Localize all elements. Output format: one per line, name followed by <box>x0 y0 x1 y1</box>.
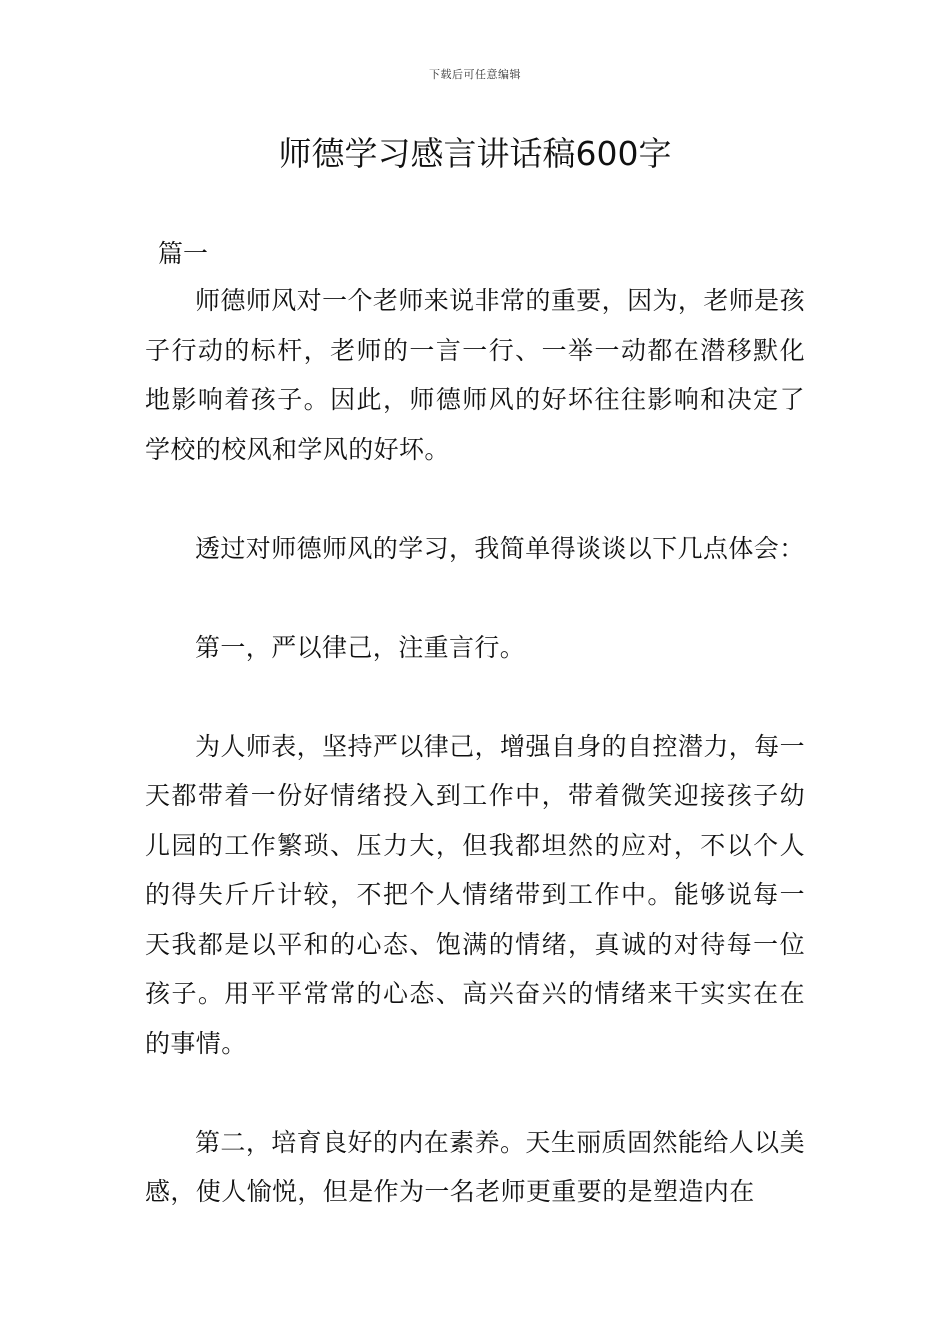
paragraph: 师德师风对一个老师来说非常的重要，因为，老师是孩子行动的标杆，老师的一言一行、一举一动都在潜移默化地影响着孩子。因此，师德师风的好坏往往影响和决定了学校的校风和学风的好坏。 <box>145 286 805 464</box>
header-note: 下载后可任意编辑 <box>429 68 521 81</box>
section-label: 篇一 <box>158 239 209 268</box>
document-title: 师德学习感言讲话稿600字 <box>278 134 672 173</box>
paragraph-spacer <box>145 573 805 623</box>
paragraph-spacer <box>145 1068 805 1118</box>
paragraph: 为人师表，坚持严以律己，增强自身的自控潜力，每一天都带着一份好情绪投入到工作中，带着微笑迎接孩子幼儿园的工作繁琐、压力大，但我都坦然的应对，不以个人的得失斤斤计较，不把个人情绪带到工作中。能够说每一天我都是以平和的心态、饱满的情绪，真诚的对待每一位孩子。用平平常常的心态、高兴奋兴的情绪来干实实在在的事情。 <box>145 731 805 1058</box>
paragraph: 第二，培育良好的内在素养。天生丽质固然能给人以美感，使人愉悦，但是作为一名老师更重要的是塑造内在 <box>145 1127 805 1206</box>
paragraph: 透过对师德师风的学习，我简单得谈谈以下几点体会： <box>195 533 805 563</box>
paragraph: 第一，严以律己，注重言行。 <box>195 632 526 662</box>
document-body <box>145 276 805 1217</box>
paragraph-spacer <box>145 672 805 722</box>
paragraph-spacer <box>145 474 805 524</box>
